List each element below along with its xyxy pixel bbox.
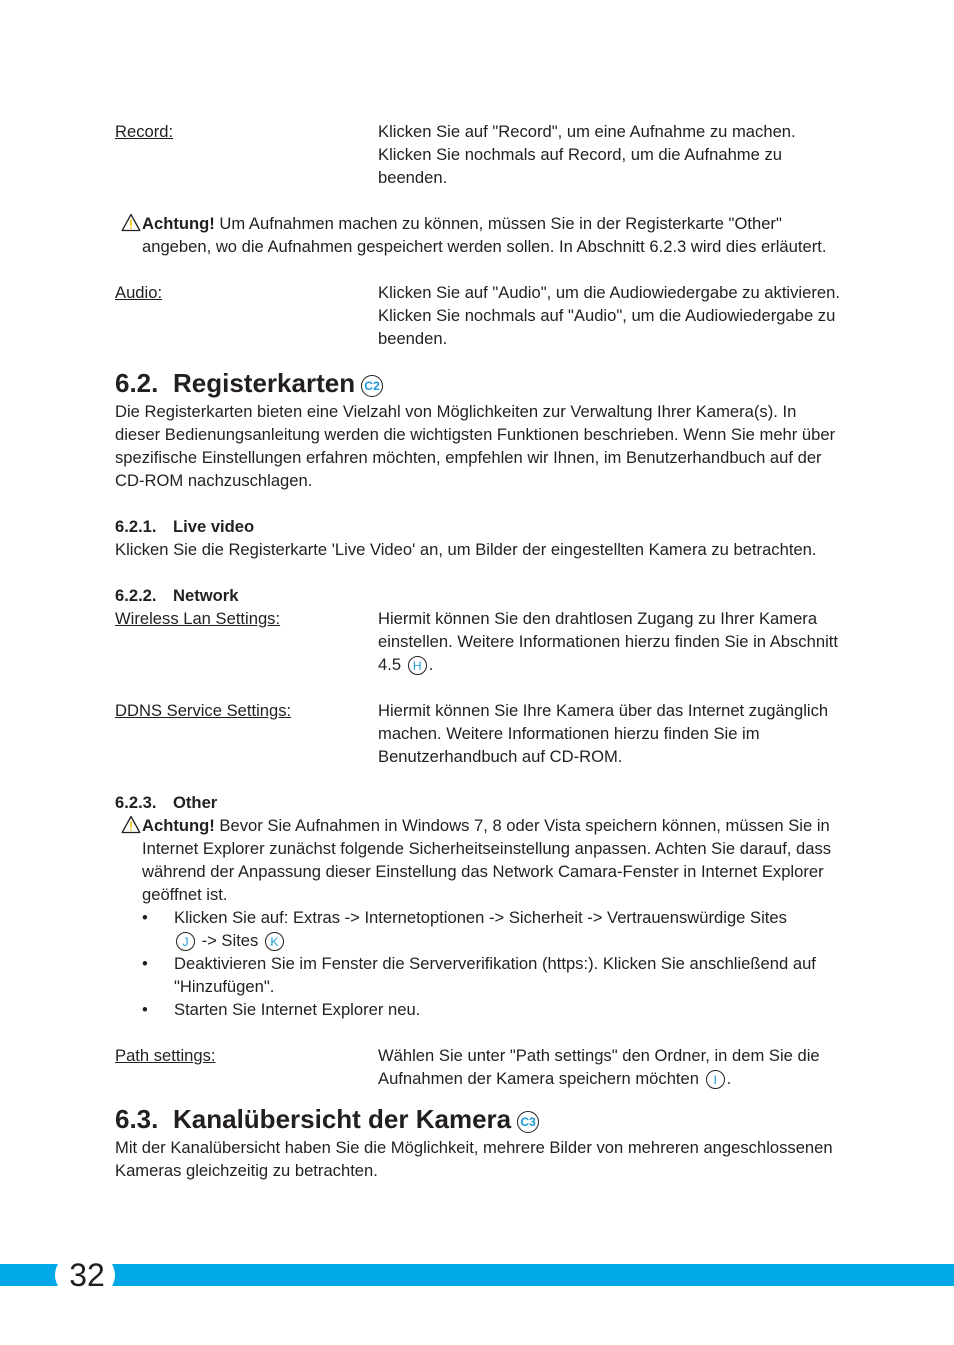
footer-bar-left	[0, 1264, 52, 1286]
footer-bar	[0, 1257, 954, 1293]
warning-other	[121, 814, 840, 906]
section-6-3-heading	[115, 1102, 840, 1136]
section-number: 6.3.	[115, 1104, 159, 1134]
section-title: Registerkarten	[173, 368, 356, 398]
callout-j-icon: J	[176, 932, 195, 951]
wireless-row: Wireless Lan Settings: Hiermit können Sie den drahtlosen Zugang zu Ihrer Kamera einstellen. Weitere Informationen hierzu finden Sie in Abschnitt 4.5 H .	[115, 609, 838, 674]
section-6-2-1-body: Klicken Sie die Registerkarte 'Live Video' an, um Bilder der eingestellten Kamera zu betrachten.	[115, 540, 817, 559]
audio-label: Audio:	[115, 283, 163, 302]
warning-icon	[121, 815, 142, 835]
path-label: Path settings:	[115, 1046, 216, 1065]
page-number: 32	[69, 1257, 105, 1293]
path-row: Path settings: Wählen Sie unter "Path settings" den Ordner, in dem Sie die Aufnahmen der Kamera speichern möchten I .	[115, 1046, 820, 1088]
section-6-2-heading	[115, 366, 840, 400]
section-6-2-body: Die Registerkarten bieten eine Vielzahl von Möglichkeiten zur Verwaltung Ihrer Kamera(s). In dieser Bedienungsanleitung werden die wichtigsten Funktionen beschrieben. Wenn Sie mehr über spezifische Einstellungen erfahren möchten, empfehlen wir Ihnen, im Benutzerhandbuch auf der CD-ROM nachzuschlagen.	[115, 402, 836, 490]
ddns-label: DDNS Service Settings:	[115, 701, 292, 720]
bracket-left-icon	[52, 1264, 58, 1286]
callout-k-icon: K	[265, 932, 284, 951]
list-item: • Klicken Sie auf: Extras -> Internetoptionen -> Sicherheit -> Vertrauenswürdige Sites J -> Sites K	[142, 906, 840, 952]
warning-title: Achtung!	[142, 816, 215, 835]
footer-bar-right	[118, 1264, 954, 1286]
callout-c2-icon: C2	[361, 375, 383, 397]
warning-icon	[121, 213, 142, 233]
callout-i-icon: I	[706, 1070, 725, 1089]
wireless-label: Wireless Lan Settings:	[115, 609, 281, 628]
path-description: Wählen Sie unter "Path settings" den Ordner, in dem Sie die Aufnahmen der Kamera speichern möchten	[378, 1046, 820, 1088]
list-item: • Starten Sie Internet Explorer neu.	[142, 998, 840, 1021]
section-6-3-body: Mit der Kanalübersicht haben Sie die Möglichkeit, mehrere Bilder von mehreren angeschlossenen Kameras gleichzeitig zu betrachten.	[115, 1138, 833, 1180]
instruction-list	[115, 906, 840, 1021]
page-content	[115, 120, 840, 1182]
section-number: 6.2.	[115, 368, 159, 398]
ddns-row	[115, 699, 840, 768]
section-6-2-1-heading: 6.2.1. Live video	[115, 517, 255, 536]
warning-text: Um Aufnahmen machen zu können, müssen Sie in der Registerkarte "Other" angeben, wo die Aufnahmen gespeichert werden sollen. In Abschnitt 6.2.3 wird dies erläutert.	[142, 214, 827, 256]
warning-recording	[121, 212, 840, 258]
record-row	[115, 120, 840, 189]
audio-description: Klicken Sie auf "Audio", um die Audiowiedergabe zu aktivieren. Klicken Sie nochmals auf "Audio", um die Audiowiedergabe zu beenden.	[378, 283, 840, 348]
record-description: Klicken Sie auf "Record", um eine Aufnahme zu machen. Klicken Sie nochmals auf Record, um die Aufnahme zu beenden.	[378, 122, 796, 187]
audio-row	[115, 281, 840, 350]
section-title: Kanalübersicht der Kamera	[173, 1104, 512, 1134]
section-6-2-3-heading: 6.2.3. Other	[115, 793, 218, 812]
callout-h-icon: H	[408, 656, 427, 675]
warning-title: Achtung!	[142, 214, 215, 233]
callout-c3-icon: C3	[517, 1111, 539, 1133]
section-6-2-2-heading: 6.2.2. Network	[115, 586, 239, 605]
list-item: • Deaktivieren Sie im Fenster die Serververifikation (https:). Klicken Sie anschließend auf "Hinzufügen".	[142, 952, 840, 998]
wireless-description: Hiermit können Sie den drahtlosen Zugang zu Ihrer Kamera einstellen. Weitere Informationen hierzu finden Sie in Abschnitt 4.5	[378, 609, 838, 674]
ddns-description: Hiermit können Sie Ihre Kamera über das Internet zugänglich machen. Weitere Informationen hierzu finden Sie im Benutzerhandbuch auf CD-ROM.	[378, 701, 829, 766]
record-label: Record:	[115, 122, 174, 141]
warning-text: Bevor Sie Aufnahmen in Windows 7, 8 oder Vista speichern können, müssen Sie in Internet Explorer zunächst folgende Sicherheitseinstellung anpassen. Achten Sie darauf, dass während der Anpassung dieser Einstellung das Network Camara-Fenster in Internet Explorer geöffnet ist.	[142, 816, 832, 904]
